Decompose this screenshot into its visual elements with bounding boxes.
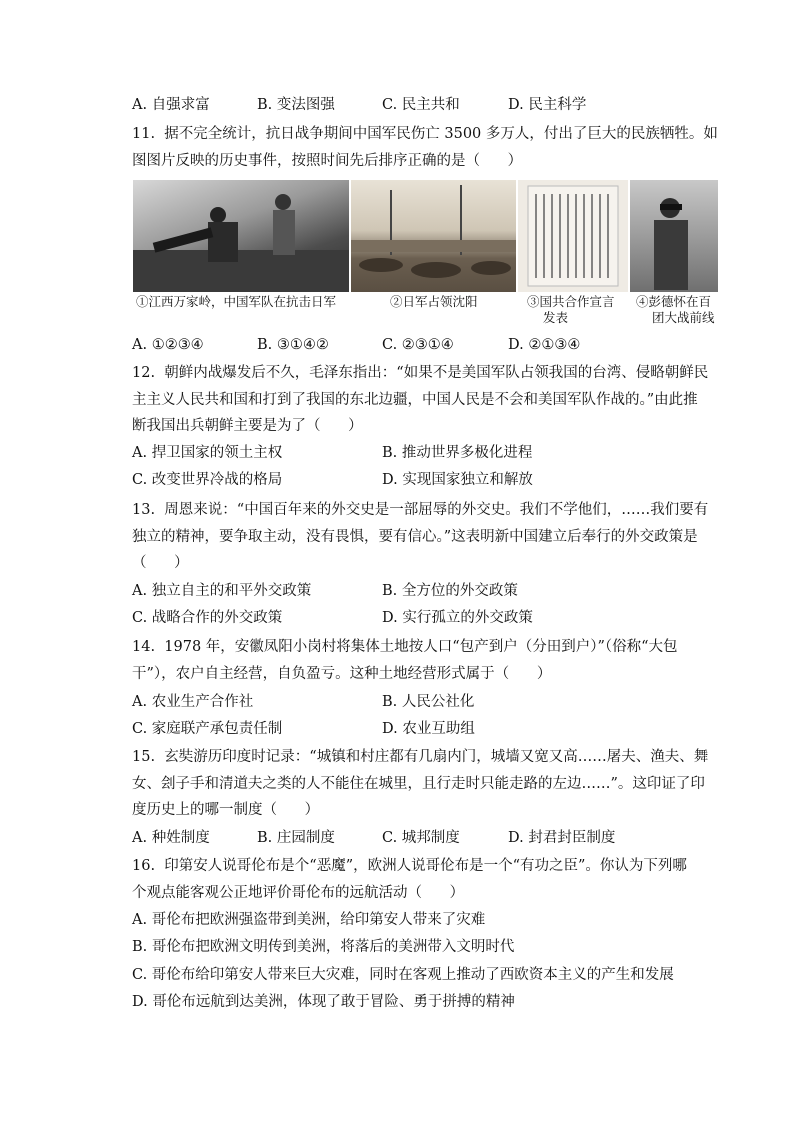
q11-stem-line2: 图图片反映的历史事件，按照时间先后排序正确的是（ ） (132, 153, 523, 169)
caption-photo-4-line2: 团大战前线 (652, 310, 715, 325)
q15-option-b: B. 庄园制度 (257, 830, 335, 846)
photo-wanjialing-battle (133, 180, 349, 292)
q12-stem-line2: 主主义人民共和国和打到了我国的东北边疆，中国人民是不会和美国军队作战的。”由此推 (132, 392, 698, 408)
q13-option-a: A. 独立自主的和平外交政策 (132, 583, 312, 599)
caption-photo-1: ①江西万家岭，中国军队在抗击日军 (136, 294, 337, 309)
q12-option-d: D. 实现国家独立和解放 (382, 472, 533, 488)
q16-option-a: A. 哥伦布把欧洲强盗带到美洲，给印第安人带来了灾难 (132, 912, 486, 928)
q16-stem-line2: 个观点能客观公正地评价哥伦布的远航活动（ ） (132, 885, 465, 901)
q12-option-a: A. 捍卫国家的领土主权 (132, 445, 283, 461)
q11-option-b: B. ③①④② (257, 337, 329, 353)
q14-option-b: B. 人民公社化 (382, 694, 475, 710)
q11-option-a: A. ①②③④ (132, 337, 204, 353)
q11-option-d: D. ②①③④ (508, 337, 581, 353)
q12-option-c: C. 改变世界冷战的格局 (132, 472, 283, 488)
q15-option-d: D. 封君封臣制度 (508, 830, 616, 846)
q13-stem-line1: 13. 周恩来说：“中国百年来的外交史是一部屈辱的外交史。我们不学他们，……我们要有 (132, 502, 709, 518)
photo-wanjialing-figures (133, 180, 349, 292)
photo-shenyang-scene (351, 180, 516, 292)
q12-option-b: B. 推动世界多极化进程 (382, 445, 533, 461)
photo-kmt-cpc-declaration (518, 180, 628, 292)
photo-declaration-text (518, 180, 628, 292)
q13-stem-line3: （ ） (132, 555, 189, 571)
caption-photo-3-line1: ③国共合作宣言 (527, 294, 615, 309)
caption-photo-3-line2: 发表 (543, 310, 569, 325)
photo-peng-dehuai-figure (630, 180, 718, 292)
q10-option-a: A. 自强求富 (132, 97, 210, 113)
q14-stem-line1: 14. 1978 年，安徽凤阳小岗村将集体土地按人口“包产到户（分田到户）”（俗称“大包 (132, 639, 678, 655)
q10-option-c: C. 民主共和 (382, 97, 460, 113)
q12-stem-line3: 断我国出兵朝鲜主要是为了（ ） (132, 418, 363, 434)
q11-stem-line1: 11. 据不完全统计，抗日战争期间中国军民伤亡 3500 多万人，付出了巨大的民族牺牲。如 (132, 126, 718, 142)
q10-option-b: B. 变法图强 (257, 97, 335, 113)
q15-stem-line3: 度历史上的哪一制度（ ） (132, 802, 320, 818)
q16-option-d: D. 哥伦布远航到达美洲，体现了敢于冒险、勇于拼搏的精神 (132, 994, 515, 1010)
q15-stem-line1: 15. 玄奘游历印度时记录：“城镇和村庄都有几扇内门，城墙又宽又高……屠夫、渔夫、舞 (132, 749, 709, 765)
q12-stem-line1: 12. 朝鲜内战爆发后不久，毛泽东指出：“如果不是美国军队占领我国的台湾、侵略朝鲜民 (132, 365, 709, 381)
q15-stem-line2: 女、刽子手和清道夫之类的人不能住在城里，且行走时只能走路的左边……”。这印证了印 (132, 776, 705, 792)
caption-photo-2: ②日军占领沈阳 (390, 294, 478, 309)
q15-option-a: A. 种姓制度 (132, 830, 210, 846)
q16-option-b: B. 哥伦布把欧洲文明传到美洲，将落后的美洲带入文明时代 (132, 939, 515, 955)
q14-stem-line2: 干”），农户自主经营，自负盈亏。这种土地经营形式属于（ ） (132, 666, 552, 682)
q11-option-c: C. ②③①④ (382, 337, 454, 353)
q13-option-b: B. 全方位的外交政策 (382, 583, 518, 599)
photo-shenyang-occupation (351, 180, 516, 292)
q13-option-c: C. 战略合作的外交政策 (132, 610, 283, 626)
q16-stem-line1: 16. 印第安人说哥伦布是个“恶魔”，欧洲人说哥伦布是一个“有功之臣”。你认为下列哪 (132, 858, 687, 874)
q14-option-d: D. 农业互助组 (382, 721, 475, 737)
q13-option-d: D. 实行孤立的外交政策 (382, 610, 533, 626)
q14-option-c: C. 家庭联产承包责任制 (132, 721, 283, 737)
q16-option-c: C. 哥伦布给印第安人带来巨大灾难，同时在客观上推动了西欧资本主义的产生和发展 (132, 967, 674, 983)
q13-stem-line2: 独立的精神，要争取主动，没有畏惧，要有信心。”这表明新中国建立后奉行的外交政策是 (132, 529, 698, 545)
q10-option-d: D. 民主科学 (508, 97, 587, 113)
photo-peng-dehuai (630, 180, 718, 292)
caption-photo-4-line1: ④彭德怀在百 (636, 294, 712, 309)
q14-option-a: A. 农业生产合作社 (132, 694, 254, 710)
q15-option-c: C. 城邦制度 (382, 830, 460, 846)
